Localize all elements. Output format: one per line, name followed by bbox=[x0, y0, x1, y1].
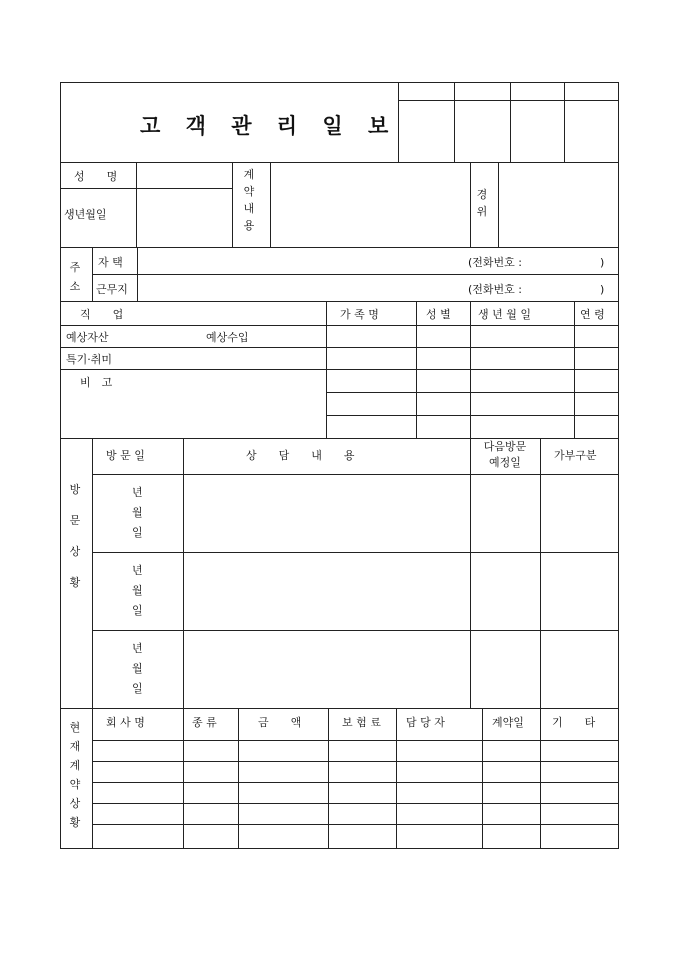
border-bottom bbox=[60, 848, 619, 849]
birth-label: 생년월일 bbox=[64, 208, 107, 221]
border-top bbox=[60, 82, 619, 83]
approval-row-divider bbox=[398, 100, 619, 101]
visit-day: 일 bbox=[132, 682, 143, 695]
career-label: 경위 bbox=[476, 188, 488, 218]
family-name-header: 가 족 명 bbox=[340, 308, 379, 321]
visit-day: 일 bbox=[132, 604, 143, 617]
visit-month: 월 bbox=[132, 584, 143, 597]
amount-header: 금 액 bbox=[258, 716, 302, 729]
job-label: 직 업 bbox=[80, 308, 124, 321]
manager-header: 담 당 자 bbox=[406, 716, 445, 729]
visit-year: 년 bbox=[132, 486, 143, 499]
home-phone-label: (전화번호 : bbox=[468, 256, 522, 269]
address-label: 주소 bbox=[69, 261, 81, 293]
visit-day: 일 bbox=[132, 526, 143, 539]
etc-header: 기 타 bbox=[552, 716, 596, 729]
next-visit-header: 다음방문 bbox=[483, 440, 527, 453]
family-birth-header: 생 년 월 일 bbox=[478, 308, 531, 321]
page-title: 고 객 관 리 일 보 bbox=[140, 113, 398, 138]
remarks-label: 비 고 bbox=[80, 376, 113, 389]
company-header: 회 사 명 bbox=[106, 716, 145, 729]
hobby-label: 특기·취미 bbox=[66, 353, 113, 366]
kind-header: 종 류 bbox=[192, 716, 217, 729]
visit-year: 년 bbox=[132, 564, 143, 577]
border-right bbox=[618, 82, 619, 849]
assets-label: 예상자산 bbox=[66, 331, 109, 344]
visit-month: 월 bbox=[132, 662, 143, 675]
visit-date-header: 방 문 일 bbox=[106, 449, 145, 462]
income-label: 예상수입 bbox=[206, 331, 249, 344]
name-label: 성 명 bbox=[74, 170, 118, 183]
gender-header: 성 별 bbox=[426, 308, 451, 321]
contract-date-header: 계약일 bbox=[492, 716, 524, 729]
visit-section-label: 방문상황 bbox=[69, 483, 81, 589]
work-phone-label: (전화번호 : bbox=[468, 283, 522, 296]
work-label: 근무지 bbox=[96, 283, 128, 296]
visit-month: 월 bbox=[132, 506, 143, 519]
visit-year: 년 bbox=[132, 642, 143, 655]
premium-header: 보 험 료 bbox=[342, 716, 381, 729]
contract-label: 계약내용 bbox=[243, 168, 255, 232]
accept-header: 가부구분 bbox=[554, 449, 597, 462]
contract-section-label: 현재계약상황 bbox=[69, 721, 81, 829]
home-label: 자 택 bbox=[98, 256, 123, 269]
customer-management-form: 고 객 관 리 일 보 성 명 생년월일 계약내용 경위 주소 자 택 근무지 (전화번호 : ) (전화번호 : ) 직 업 예상자산 예상수입 특기·취미 비 고 가 족 명 성 별 생 년 월 일 연 령 방문상황 방 문 일 상 담 내 용 다음방문 예정일 가부구분 년 월 일 년 월 일 년 월 일 현재계약상황 회 사 명 종 류 금 액 보 험 료 담 당 자 계약일 기 타 bbox=[60, 82, 619, 849]
border-left bbox=[60, 82, 61, 849]
consult-header: 상 담 내 용 bbox=[246, 449, 355, 462]
age-header: 연 령 bbox=[580, 308, 605, 321]
